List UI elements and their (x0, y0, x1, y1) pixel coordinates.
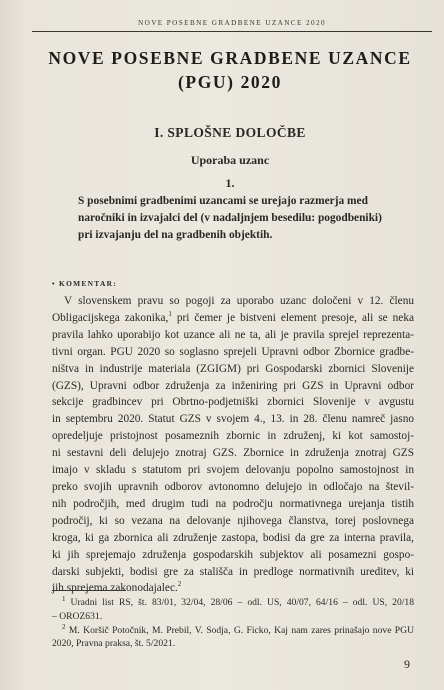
footnote-2-cont: 2020, Pravna praksa, št. 5/2021. (52, 638, 176, 650)
section-heading: I. SPLOŠNE DOLOČBE (154, 125, 306, 140)
body-text-fragment: Obligacijskega zakonika, (52, 311, 169, 324)
body-line: pravila lahko uporabijo kot uzance ali ne ta, ali je pravila sprejel reprezenta- (52, 328, 414, 341)
running-head: NOVE POSEBNE GRADBENE UZANCE 2020 (138, 19, 326, 27)
footnote-rule (52, 590, 126, 591)
title-line-2: (PGU) 2020 (178, 72, 282, 92)
body-line: in septembru 2020. Statut GZS v svojem 4., 13. in 28. členu namreč jasno (52, 413, 414, 426)
body-text-fragment: jih sprejema zakonodajalec. (52, 582, 178, 595)
body-line: darski subjekti, bodisi gre za stališča in predloge normativnih ureditev, ki (52, 565, 414, 578)
body-line: ni sestavni deli delujejo znotraj GZS. Zbornice in združenja znotraj GZS (52, 447, 414, 460)
body-line: opredeljuje pristojnost posameznih zbornic in združenj, ki kot samostoj- (52, 430, 414, 443)
body-line: imajo v skladu s statutom pri svojem delovanju popolno samostojnost in (52, 464, 414, 477)
body-line (52, 580, 414, 597)
footnote-number: 2 (62, 622, 66, 631)
article-line: pri izvajanju del na gradbenih objektih. (78, 228, 273, 241)
comment-body (52, 293, 414, 597)
body-line: (GZS), Upravni odbor združenja za inženiring pri GZS in Upravni odbor (52, 379, 414, 392)
footnote-1 (52, 596, 414, 610)
footnote-text: Uradni list RS, št. 83/01, 32/04, 28/06 – odl. US, 40/07, 64/16 – odl. US, 20/18 (70, 597, 414, 608)
article-text (78, 193, 408, 243)
subsection-heading: Uporaba uzanc (190, 153, 270, 167)
body-line: tivni organ. PGU 2020 so soglasno sprejeli Upravni odbor Zbornice gradbe- (52, 345, 414, 358)
footnote-ref-1[interactable]: 1 (168, 310, 172, 319)
article-line: naročniki in izvajalci del (v nadaljnjem besedilu: pogodbeniki) (78, 211, 382, 224)
body-line: sekcije gradbincev pri Obrtno-podjetniški zbornici Slovenije v avgustu (52, 396, 414, 409)
body-line: ništva in industrije materiala (ZGIGM) pri Gospodarski zbornici Slovenije (52, 362, 414, 375)
page-number: 9 (404, 657, 410, 671)
article-number: 1. (225, 176, 235, 190)
body-line (52, 310, 414, 327)
footnote-1-cont: – OROZ631. (52, 610, 103, 622)
body-line: področij, ki so vezana na delovanje njihovega članstva, torej poslovnega (52, 514, 414, 527)
comment-label: • KOMENTAR: (52, 279, 117, 288)
footnote-number: 1 (62, 594, 66, 603)
page-title (26, 46, 434, 94)
body-line: ki jih sprejemajo združenja gospodarskih subjektov ali posamezni gospo- (52, 548, 414, 561)
footnote-text: M. Koršič Potočnik, M. Prebil, V. Sodja, G. Ficko, Kaj nam zares prinašajo nove PGU (68, 624, 414, 636)
title-line-1: NOVE POSEBNE GRADBENE UZANCE (48, 48, 412, 68)
footnotes (52, 596, 414, 651)
body-line: nih področjih, med drugim tudi na področju normativnega urejanja tistih (52, 497, 414, 510)
body-text-fragment: pri čemer je bistveni element presoje, ali se neka (171, 311, 414, 324)
footnote-ref-2[interactable]: 2 (177, 580, 182, 589)
article-line: S posebnimi gradbenimi uzancami se urejajo razmerja med (78, 195, 368, 207)
body-line: V slovenskem pravu so pogoji za uporabo uzanc določeni v 12. členu (64, 295, 414, 307)
body-line: kroga, ki ga zbornica ali združenje zastopa, bodisi da gre za interna pravila, (52, 531, 414, 544)
body-line: preko svojih upravnih odborov avtonomno delujejo in odločajo na števil- (52, 480, 414, 493)
footnote-2 (52, 624, 414, 638)
running-head-rule (32, 31, 432, 32)
